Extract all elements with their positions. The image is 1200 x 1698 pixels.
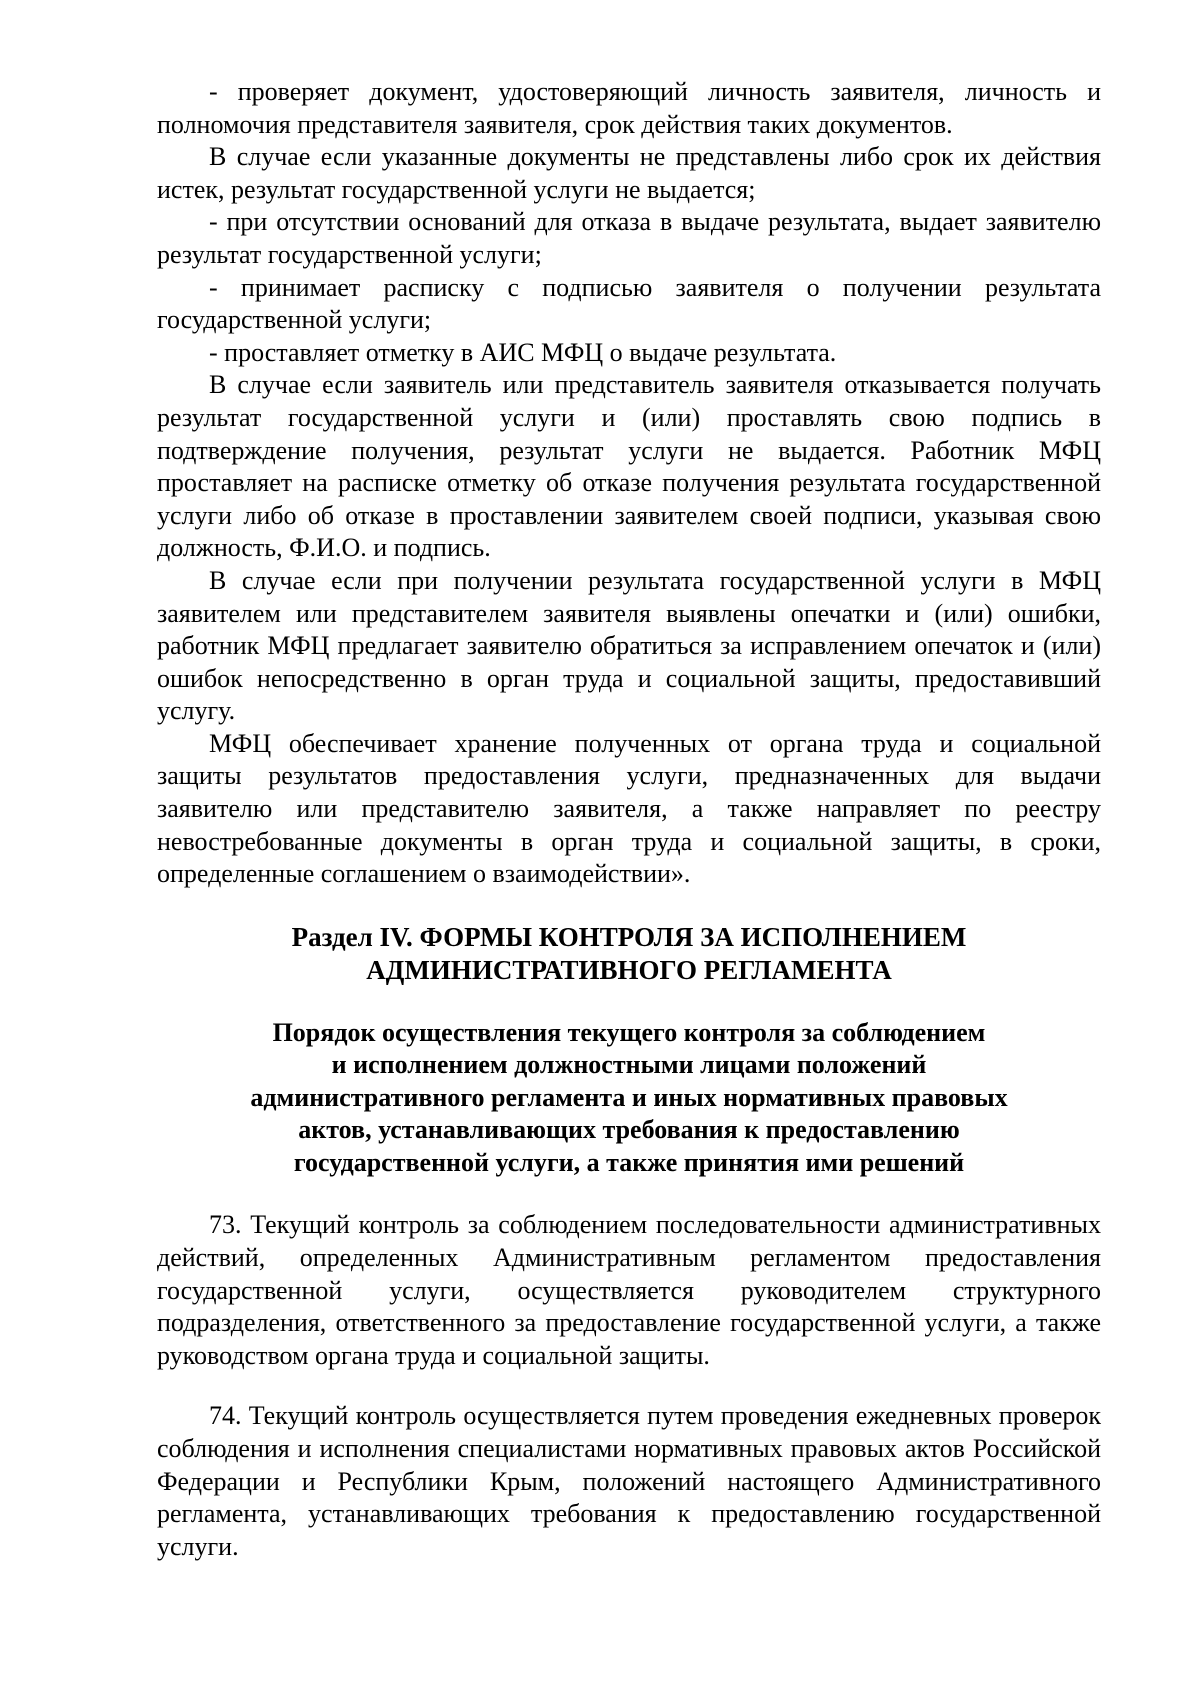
paragraph-expired-documents: В случае если указанные документы не представлены либо срок их действия истек, результат государственной услуги не выдается; [157, 142, 1101, 204]
paragraph-74: 74. Текущий контроль осуществляется путем проведения ежедневных проверок соблюдения и исполнения специалистами нормативных правовых актов Российской Федерации и Республики Крым, положений настоящего Административного регламента, устанавливающих требования к предоставлению государственной услуги. [157, 1401, 1101, 1561]
paragraph-typos-errors: В случае если при получении результата государственной услуги в МФЦ заявителем или представителем заявителя выявлены опечатки и (или) ошибки, работник МФЦ предлагает заявителю обратиться за исправлением опечаток и (или) ошибок непосредственно в орган труда и социальной защиты, предоставивший услугу. [157, 565, 1101, 726]
paragraph-storage: МФЦ обеспечивает хранение полученных от органа труда и социальной защиты результатов предоставления услуги, предназначенных для выдачи заявителю или представителю заявителя, а также направляет по реестру невостребованные документы в орган труда и социальной защиты, в сроки, определенные соглашением о взаимодействии». [157, 728, 1101, 889]
paragraph-ais-mark: - проставляет отметку в АИС МФЦ о выдаче результата. [209, 337, 837, 367]
paragraph-refusal: В случае если заявитель или представитель заявителя отказывается получать результат государственной услуги и (или) проставлять свою подпись в подтверждение получения, результат услуги не выдается. Работник МФЦ проставляет на расписке отметку об отказе получения результата государственной услуги либо об отказе в проставлении заявителем своей подписи, указывая свою должность, Ф.И.О. и подпись. [157, 370, 1101, 563]
subsection-heading: Порядок осуществления текущего контроля за соблюдением и исполнением должностными лицами положений административного регламента и иных нормативных правовых актов, устанавливающих требования к предоставлению государственной услуги, а также принятия ими решений [250, 1017, 1008, 1177]
paragraph-73: 73. Текущий контроль за соблюдением последовательности административных действий, определенных Административным регламентом предоставления государственной услуги, осуществляется руководителем структурного подразделения, ответственного за предоставление государственной услуги, а также руководством органа труда и социальной защиты. [157, 1210, 1101, 1370]
section-heading: Раздел IV. ФОРМЫ КОНТРОЛЯ ЗА ИСПОЛНЕНИЕМ АДМИНИСТРАТИВНОГО РЕГЛАМЕНТА [291, 921, 967, 985]
paragraph-check-identity: - проверяет документ, удостоверяющий личность заявителя, личность и полномочия представителя заявителя, срок действия таких документов. [157, 77, 1101, 139]
paragraph-issue-result: - при отсутствии оснований для отказа в выдаче результата, выдает заявителю результат государственной услуги; [157, 207, 1101, 269]
paragraph-receipt-signature: - принимает расписку с подписью заявителя о получении результата государственной услуги; [157, 272, 1101, 335]
document-page [157, 76, 1101, 1563]
